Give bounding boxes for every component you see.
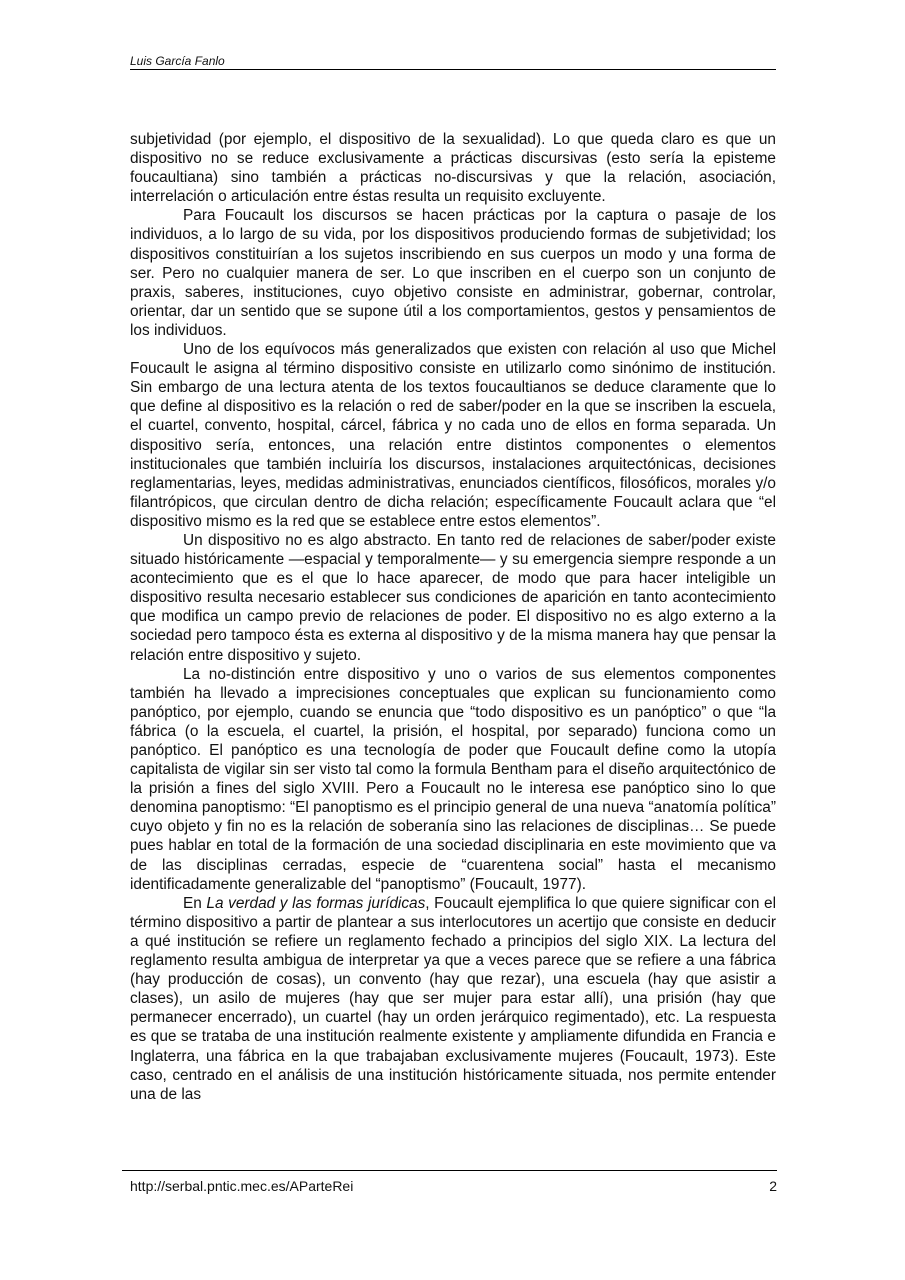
paragraph: Para Foucault los discursos se hacen prácticas por la captura o pasaje de los individuos, a lo largo de su vida, por los dispositivos produciendo formas de subjetividad; los dispositivos constituirían a los sujetos inscribiendo en sus cuerpos un modo y una forma de ser. Pero no cualquier manera de ser. Lo que inscriben en el cuerpo son un conjunto de praxis, saberes, instituciones, cuyo objetivo consiste en administrar, gobernar, controlar, orientar, dar un sentido que se supone útil a los comportamientos, gestos y pensamientos de los individuos.	[130, 207, 776, 339]
paragraph: subjetividad (por ejemplo, el dispositivo de la sexualidad). Lo que queda claro es que un dispositivo no se reduce exclusivamente a prácticas discursivas (esto sería la episteme foucaultiana) sino también a prácticas no-discursivas y que la relación, asociación, interrelación o articulación entre éstas resulta un requisito excluyente.	[130, 131, 776, 206]
paragraph: Un dispositivo no es algo abstracto. En tanto red de relaciones de saber/poder existe situado históricamente —espacial y temporalmente— y su emergencia siempre responde a un acontecimiento que es el que lo hace aparecer, de modo que para hacer inteligible un dispositivo resulta necesario establecer sus condiciones de aparición en tanto acontecimiento que modifica un campo previo de relaciones de poder. El dispositivo no es algo externo a la sociedad pero tampoco ésta es externa al dispositivo y de la misma manera hay que pensar la relación entre dispositivo y sujeto.	[130, 531, 776, 664]
book-title: La verdad y las formas jurídicas	[206, 894, 426, 912]
paragraph-text: En	[183, 894, 207, 912]
paragraph: Uno de los equívocos más generalizados que existen con relación al uso que Michel Foucault le asigna al término dispositivo consiste en utilizarlo como sinónimo de institución. Sin embargo de una lectura atenta de los textos foucaultianos se deduce claramente que lo que define al dispositivo es la relación o red de saber/poder en la que se inscriben la escuela, el cuartel, convento, hospital, cárcel, fábrica y no cada uno de ellos en forma separada. Un dispositivo sería, entonces, una relación entre distintos componentes o elementos institucionales que también incluiría los discursos, instalaciones arquitectónicas, decisiones reglamentarias, leyes, medidas administrativas, enunciados científicos, filosóficos, morales y/o filantrópicos, que circulan dentro de dicha relación; específicamente Foucault aclara que “el dispositivo mismo es la red que se establece entre estos elementos”.	[130, 341, 776, 530]
paragraph-text: , Foucault ejemplifica lo que quiere significar con el término dispositivo a partir de plantear a sus interlocutores un acertijo que consiste en deducir a qué institución se refiere un reglamento fechado a principios del siglo XIX. La lectura del reglamento resulta ambigua de interpretar ya que a veces parece que se refiere a una fábrica (hay producción de cosas), un convento (hay que rezar), una escuela (hay que asistir a clases), un asilo de mujeres (hay que ser mujer para estar allí), una prisión (hay que permanecer encerrado), un cuartel (hay un orden jerárquico regimentado), etc. La respuesta es que se trataba de una institución realmente existente y ampliamente difundida en Francia e Inglaterra, una fábrica en la que trabajaban exclusivamente mujeres (Foucault, 1973). Este caso, centrado en el análisis de una institución históricamente situada, nos permite entender una de las	[130, 894, 776, 1103]
paragraph	[130, 894, 776, 1104]
header-author: Luis García Fanlo	[130, 54, 225, 68]
footer-url: http://serbal.pntic.mec.es/AParteRei	[130, 1178, 354, 1194]
page-footer	[122, 1170, 777, 1201]
document-body	[130, 130, 776, 1104]
page-header	[130, 54, 776, 70]
page-number: 2	[769, 1178, 777, 1194]
paragraph: La no-distinción entre dispositivo y uno o varios de sus elementos componentes también ha llevado a imprecisiones conceptuales que explican su funcionamiento como panóptico, por ejemplo, cuando se enuncia que “todo dispositivo es un panóptico” o que “la fábrica (o la escuela, el cuartel, la prisión, el hospital, por separado) funciona como un panóptico. El panóptico es una tecnología de poder que Foucault define como la utopía capitalista de vigilar sin ser visto tal como la formula Bentham para el diseño arquitectónico de la prisión a fines del siglo XVIII. Pero a Foucault no le interesa ese panóptico sino lo que denomina panoptismo: “El panoptismo es el principio general de una nueva “anatomía política” cuyo objeto y fin no es la relación de soberanía sino las relaciones de disciplinas… Se puede pues hablar en total de la formación de una sociedad disciplinaria en este movimiento que va de las disciplinas cerradas, especie de “cuarentena social” hasta el mecanismo identificadamente generalizable del “panoptismo” (Foucault, 1977).	[130, 665, 776, 893]
